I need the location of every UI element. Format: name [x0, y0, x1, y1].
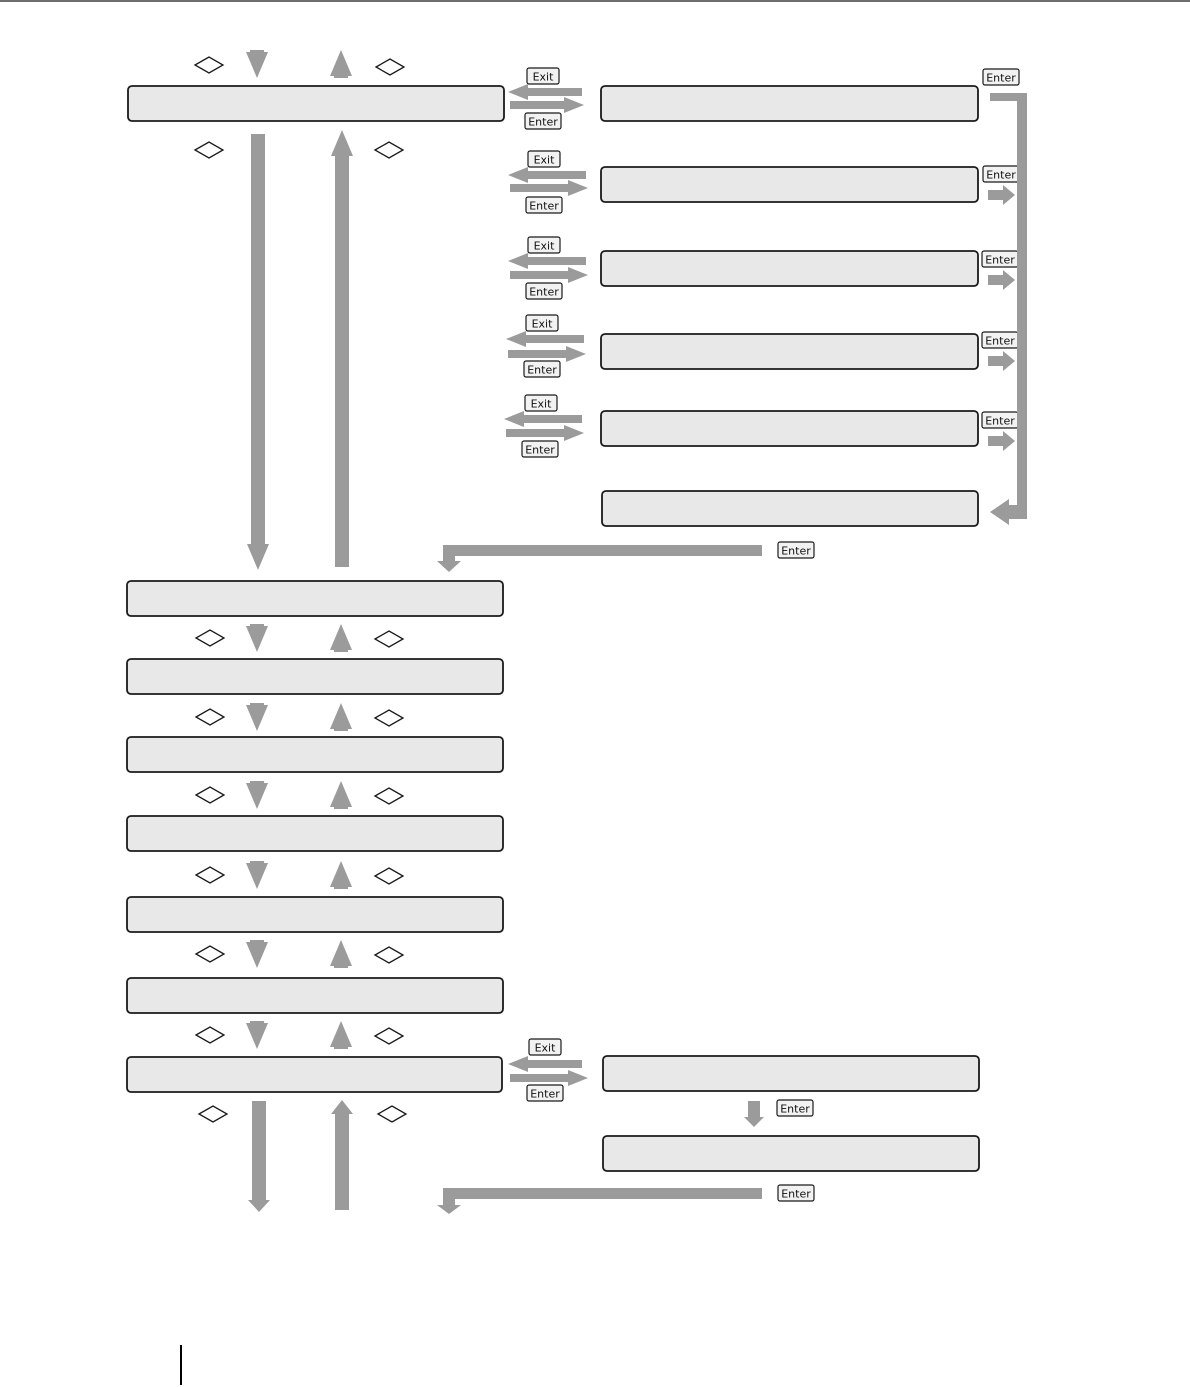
submenu-display — [601, 334, 978, 369]
enter-key-label: Enter — [530, 1087, 560, 1101]
scroll-key-icon — [375, 631, 403, 647]
exit-key-label: Exit — [533, 153, 555, 167]
enter-arrow-icon — [510, 1070, 588, 1086]
up-arrow-icon — [331, 130, 353, 567]
enter-key-label: Enter — [529, 199, 559, 213]
menu-display — [128, 86, 504, 121]
down-arrow-icon — [248, 1101, 270, 1212]
menu-display — [127, 1057, 502, 1092]
return-connector-arrow — [990, 93, 1027, 525]
up-arrow-icon — [331, 1100, 353, 1210]
right-arrow-icon — [988, 270, 1015, 290]
exit-arrow-icon — [508, 167, 586, 183]
menu-display — [127, 816, 503, 851]
return-connector-arrow — [437, 545, 762, 572]
scroll-key-icon — [195, 142, 223, 158]
submenu-display — [601, 86, 978, 121]
scroll-key-icon — [196, 1027, 224, 1043]
scroll-key-icon — [375, 947, 403, 963]
enter-arrow-icon — [510, 267, 588, 283]
down-arrow-icon — [246, 861, 268, 889]
up-arrow-icon — [330, 624, 352, 652]
exit-key-label: Exit — [532, 70, 554, 84]
scroll-key-icon — [196, 787, 224, 803]
submenu-display — [601, 251, 978, 286]
up-arrow-icon — [330, 1021, 352, 1049]
exit-key-label: Exit — [530, 397, 552, 411]
enter-key-label: Enter — [529, 285, 559, 299]
submenu-display — [603, 1056, 979, 1091]
enter-arrow-icon — [510, 97, 584, 113]
return-connector-arrow — [437, 1188, 762, 1214]
down-arrow-icon — [246, 1021, 268, 1049]
scroll-key-icon — [199, 1106, 227, 1122]
enter-key-label: Enter — [528, 115, 558, 129]
enter-arrow-icon — [508, 346, 586, 362]
scroll-key-icon — [375, 788, 403, 804]
enter-key-label: Enter — [986, 71, 1016, 85]
right-arrow-icon — [988, 351, 1015, 371]
scroll-key-icon — [375, 142, 403, 158]
down-arrow-icon — [744, 1101, 764, 1127]
menu-display — [127, 737, 503, 772]
scroll-key-icon — [378, 1106, 406, 1122]
exit-arrow-icon — [508, 253, 586, 269]
menu-display — [127, 897, 503, 932]
up-arrow-icon — [330, 50, 352, 78]
scroll-key-icon — [196, 867, 224, 883]
enter-key-label: Enter — [985, 414, 1015, 428]
enter-key-label: Enter — [525, 443, 555, 457]
exit-key-label: Exit — [534, 1041, 556, 1055]
scroll-key-icon — [196, 709, 224, 725]
scroll-key-icon — [196, 946, 224, 962]
down-arrow-icon — [247, 134, 269, 570]
down-arrow-icon — [246, 50, 268, 78]
enter-arrow-icon — [506, 425, 584, 441]
down-arrow-icon — [246, 624, 268, 652]
enter-key-label: Enter — [781, 1187, 811, 1201]
exit-arrow-icon — [504, 411, 582, 427]
enter-key-label: Enter — [986, 168, 1016, 182]
up-arrow-icon — [330, 703, 352, 731]
menu-display — [127, 659, 503, 694]
right-arrow-icon — [988, 185, 1015, 205]
down-arrow-icon — [246, 781, 268, 809]
enter-key-label: Enter — [985, 253, 1015, 267]
menu-display — [127, 978, 503, 1013]
result-display — [602, 491, 978, 526]
scroll-key-icon — [195, 57, 223, 73]
scroll-key-icon — [376, 59, 404, 75]
scroll-key-icon — [196, 630, 224, 646]
up-arrow-icon — [330, 781, 352, 809]
menu-display — [127, 581, 503, 616]
up-arrow-icon — [330, 940, 352, 968]
result-display — [603, 1136, 979, 1171]
enter-key-label: Enter — [780, 1102, 810, 1116]
down-arrow-icon — [246, 940, 268, 968]
exit-key-label: Exit — [533, 239, 555, 253]
enter-key-label: Enter — [527, 363, 557, 377]
enter-arrow-icon — [510, 180, 588, 196]
exit-arrow-icon — [508, 1056, 582, 1072]
exit-arrow-icon — [508, 84, 582, 100]
right-arrow-icon — [988, 431, 1015, 451]
enter-key-label: Enter — [781, 544, 811, 558]
submenu-display — [601, 411, 978, 446]
up-arrow-icon — [330, 861, 352, 889]
scroll-key-icon — [375, 868, 403, 884]
down-arrow-icon — [246, 703, 268, 731]
scroll-key-icon — [375, 710, 403, 726]
exit-key-label: Exit — [531, 317, 553, 331]
enter-key-label: Enter — [985, 334, 1015, 348]
submenu-display — [601, 167, 978, 202]
exit-arrow-icon — [506, 331, 584, 347]
scroll-key-icon — [375, 1028, 403, 1044]
